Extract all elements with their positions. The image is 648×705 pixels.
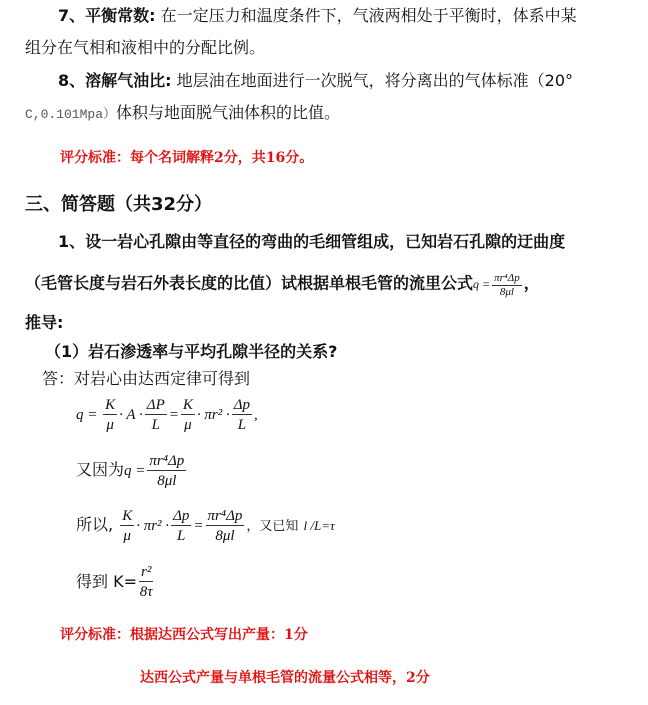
result-line: 得到 K= $\frac{\text{r²}}{8\tau}$ bbox=[76, 564, 153, 600]
comma: ， bbox=[523, 273, 540, 293]
item-8-text-b: 体积与地面脱气油体积的比值。 bbox=[116, 103, 341, 122]
item-7-text: 在一定压力和温度条件下，气液两相处于平衡时，体系中某 bbox=[160, 6, 577, 25]
darcy-formula: q = $\frac{K}{\mu}$ · A · $\frac{\Delta P}{L}$ = $\frac{K}{\mu}$ · πr² · $\frac{\Delta p}{L}$ , bbox=[76, 397, 258, 433]
item-8-line1 bbox=[58, 71, 573, 91]
item-8-label: 8、溶解气油比: bbox=[58, 71, 172, 90]
therefore-line: 所以, $\frac{K}{\mu}$ · πr² · $\frac{\Delta p}{L}$ = $\frac{\text{πr⁴Δp}}{8\mu l}$ ，又已知 l /L=τ bbox=[76, 508, 335, 544]
question-1-line2 bbox=[25, 272, 540, 299]
derive-label: 推导: bbox=[25, 313, 64, 332]
flow-formula: q = $\frac{\text{πr⁴Δp}}{8\mu l}$ bbox=[473, 272, 520, 298]
because-line: 又因为q = $\frac{\text{πr⁴Δp}}{8\mu l}$ bbox=[76, 453, 185, 489]
sub-question-1: （1）岩石渗透率与平均孔隙半径的关系? bbox=[45, 342, 338, 361]
item-8-text: 地层油在地面进行一次脱气，将分离出的气体标准（20° bbox=[176, 71, 574, 90]
question-1-line1: 1、设一岩心孔隙由等直径的弯曲的毛细管组成，已知岩石孔隙的迂曲度 bbox=[58, 232, 566, 251]
answer-intro: 答：对岩心由达西定律可得到 bbox=[42, 369, 251, 388]
scoring-note-3: 达西公式产量与单根毛管的流量公式相等，2分 bbox=[140, 670, 430, 686]
scoring-note-1: 评分标准：每个名词解释2分，共16分。 bbox=[60, 150, 314, 166]
item-8-line2 bbox=[25, 103, 340, 125]
item-7-line2: 组分在气相和液相中的分配比例。 bbox=[25, 38, 266, 57]
item-8-conditions: C,0.101Mpa） bbox=[25, 107, 117, 122]
item-7-line1 bbox=[58, 6, 577, 26]
section-heading: 三、简答题（共32分） bbox=[25, 194, 213, 215]
scoring-note-2: 评分标准：根据达西公式写出产量：1分 bbox=[60, 627, 308, 643]
question-1-text: （毛管长度与岩石外表长度的比值）试根据单根毛管的流里公式 bbox=[25, 273, 474, 293]
item-7-label: 7、平衡常数: bbox=[58, 6, 156, 25]
